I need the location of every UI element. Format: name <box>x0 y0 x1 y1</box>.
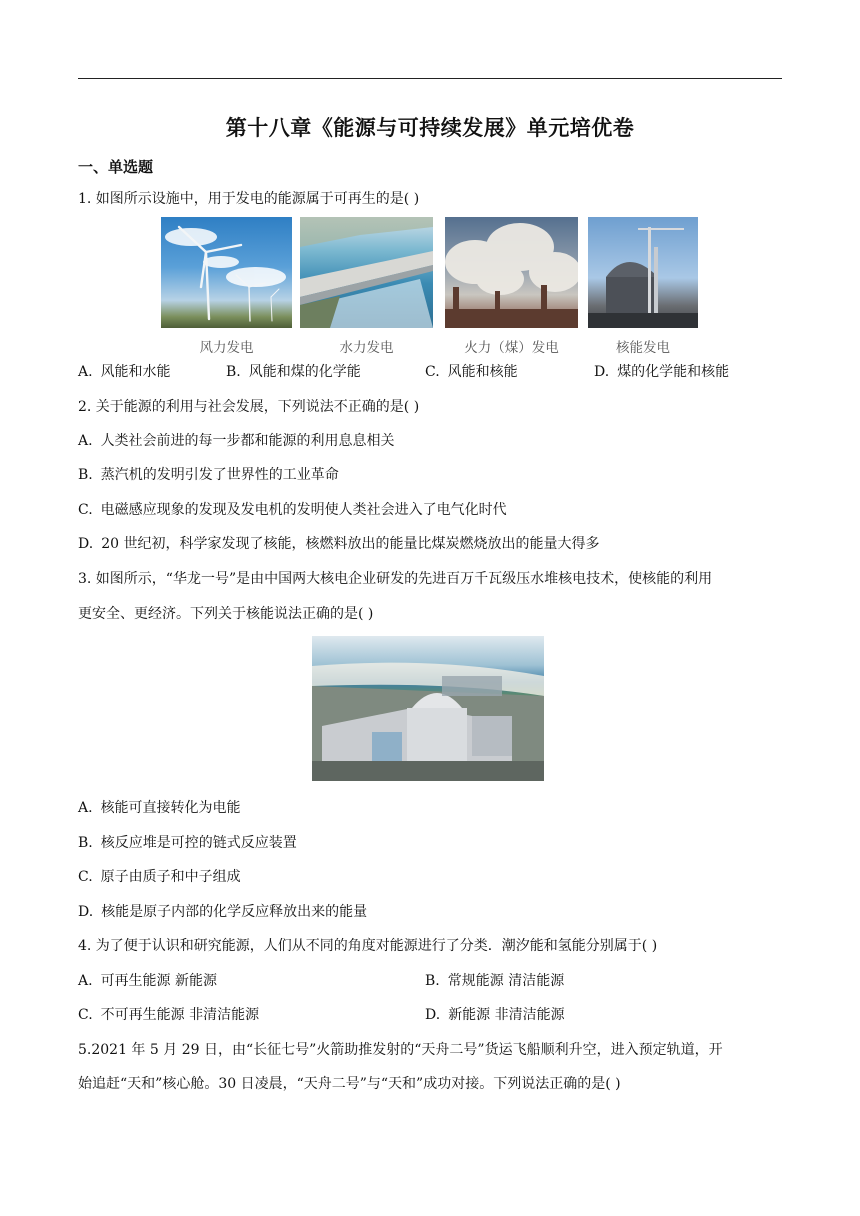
nuclear-power-photo <box>588 217 698 328</box>
q2-stem: 2. 关于能源的利用与社会发展，下列说法不正确的是( ) <box>78 399 420 415</box>
q5-stem-line1: 5.2021 年 5 月 29 日，由“长征七号”火箭助推发射的“天舟二号”货运飞船顺利升空，进入预定轨道，开 <box>78 1042 723 1058</box>
caption-coal: 火力（煤）发电 <box>464 340 559 356</box>
q3-stem-line2: 更安全、更经济。下列关于核能说法正确的是( ) <box>78 606 374 622</box>
q5-stem-line2: 始追赶“天和”核心舱。30 日凌晨，“天舟二号”与“天和”成功对接。下列说法正确的是( ) <box>78 1076 621 1092</box>
q1-stem: 1. 如图所示设施中，用于发电的能源属于可再生的是( ) <box>78 191 420 207</box>
q3-stem-line1: 3. 如图所示，“华龙一号”是由中国两大核电企业研发的先进百万千瓦级压水堆核电技术，使核能的利用 <box>78 571 713 587</box>
q3-option-a: A. 核能可直接转化为电能 <box>78 800 241 816</box>
q3-option-b: B. 核反应堆是可控的链式反应装置 <box>78 835 297 851</box>
hualong-one-plant-photo <box>312 636 544 781</box>
caption-nuclear: 核能发电 <box>616 340 670 356</box>
q4-option-b: B. 常规能源 清洁能源 <box>425 973 565 989</box>
q4-stem: 4. 为了便于认识和研究能源，人们从不同的角度对能源进行了分类．潮汐能和氢能分别属于( ) <box>78 938 658 954</box>
q3-option-d: D. 核能是原子内部的化学反应释放出来的能量 <box>78 904 368 920</box>
q1-option-a: A. 风能和水能 <box>78 364 171 380</box>
wind-power-photo <box>161 217 292 328</box>
q4-option-d: D. 新能源 非清洁能源 <box>425 1007 565 1023</box>
q1-option-d: D. 煤的化学能和核能 <box>594 364 730 380</box>
q4-option-a: A. 可再生能源 新能源 <box>78 973 218 989</box>
q3-option-c: C. 原子由质子和中子组成 <box>78 869 241 885</box>
q1-option-c: C. 风能和核能 <box>425 364 518 380</box>
section-heading: 一、单选题 <box>78 158 154 176</box>
q2-option-a: A. 人类社会前进的每一步都和能源的利用息息相关 <box>78 433 395 449</box>
caption-hydro: 水力发电 <box>339 340 394 356</box>
page-title: 第十八章《能源与可持续发展》单元培优卷 <box>225 116 635 140</box>
q1-option-b: B. 风能和煤的化学能 <box>226 364 361 380</box>
q2-option-b: B. 蒸汽机的发明引发了世界性的工业革命 <box>78 467 339 483</box>
header-rule <box>78 78 782 79</box>
q2-option-c: C. 电磁感应现象的发现及发电机的发明使人类社会进入了电气化时代 <box>78 502 507 518</box>
hydro-power-photo <box>300 217 433 328</box>
q4-option-c: C. 不可再生能源 非清洁能源 <box>78 1007 260 1023</box>
caption-wind: 风力发电 <box>199 340 254 356</box>
coal-power-photo <box>445 217 578 328</box>
q2-option-d: D. 20 世纪初，科学家发现了核能，核燃料放出的能量比煤炭燃烧放出的能量大得多 <box>78 536 600 552</box>
